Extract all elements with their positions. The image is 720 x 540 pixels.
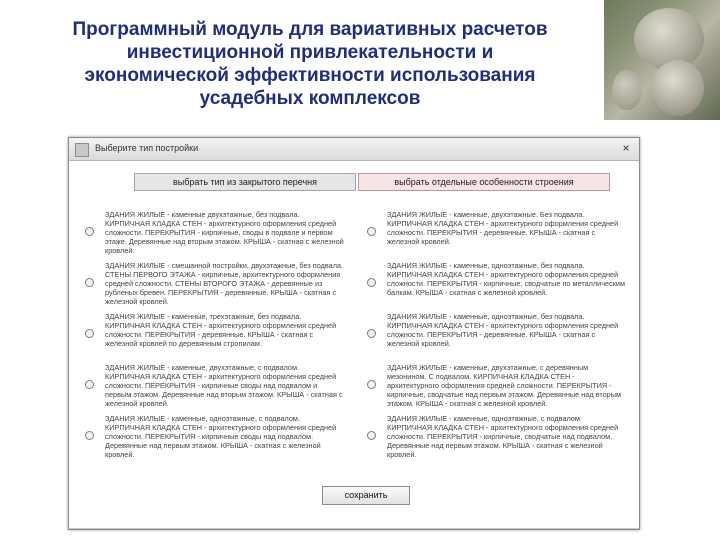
option-text: ЗДАНИЯ ЖИЛЫЕ - каменные, одноэтажные, с подвалом. КИРПИЧНАЯ КЛАДКА СТЕН - архитектурного оформления средней сложности. ПЕРЕКРЫТИЯ - кирпичные, сводчатые над подвалом. Деревянные над первым этажом. КРЫША - скатная с железной кровлей.: [387, 414, 619, 459]
radio-button[interactable]: [85, 329, 94, 338]
slide-title-line: инвестиционной привлекательности и: [126, 42, 494, 63]
slide-title-line: Программный модуль для вариативных расчетов: [72, 19, 548, 40]
slide-title: [30, 18, 590, 110]
close-button[interactable]: ×: [622, 141, 630, 155]
option-text: ЗДАНИЯ ЖИЛЫЕ - каменные, одноэтажные, с подвалом. КИРПИЧНАЯ КЛАДКА СТЕН - архитектурного оформления средней сложности. ПЕРЕКРЫТИЯ - кирпичные своды над подвалом. Деревянные над первым этажом. КРЫША - скатная с железной кровлей.: [105, 414, 337, 459]
dialog-titlebar: [69, 138, 639, 161]
building-option[interactable]: [365, 363, 627, 409]
building-option[interactable]: [365, 312, 627, 358]
photo-detail: [652, 60, 704, 116]
photo-detail: [612, 70, 642, 110]
radio-button[interactable]: [85, 380, 94, 389]
radio-button[interactable]: [85, 278, 94, 287]
building-option[interactable]: [83, 414, 345, 460]
building-option[interactable]: [83, 261, 345, 307]
options-right-column: [365, 210, 627, 465]
options-left-column: [83, 210, 345, 465]
radio-button[interactable]: [367, 329, 376, 338]
tab-closed-list[interactable]: выбрать тип из закрытого перечня: [134, 173, 356, 191]
save-button[interactable]: сохранить: [322, 486, 410, 505]
radio-button[interactable]: [367, 227, 376, 236]
option-text: ЗДАНИЯ ЖИЛЫЕ - каменные, трехэтажные, без подвала. КИРПИЧНАЯ КЛАДКА СТЕН - архитектурного оформления средней сложности. ПЕРЕКРЫТИЯ - деревянные. КРЫША - скатная с железной кровлей по деревянным стропилам.: [105, 312, 337, 348]
option-text: ЗДАНИЯ ЖИЛЫЕ - смешанной постройки, двухэтажные, без подвала. СТЕНЫ ПЕРВОГО ЭТАЖА - кирпичные, архитектурного оформления средней сложности. СТЕНЫ ВТОРОГО ЭТАЖА - деревянные из рубленых бревен. ПЕРЕКРЫТИЯ - деревянные. КРЫША - скатная с железной кровлей.: [105, 261, 344, 306]
building-option[interactable]: [83, 363, 345, 409]
app-icon: [75, 143, 89, 157]
option-text: ЗДАНИЯ ЖИЛЫЕ - каменные, двухэтажные, с деревянным мезонином. С подвалом. КИРПИЧНАЯ КЛАДКА СТЕН - архитектурного оформления средней сложности. ПЕРЕКРЫТИЯ - кирпичные, сводчатые над первым этажом. Деревянные над вторым этажом. КРЫША - скатная с железной кровлей.: [387, 363, 621, 408]
radio-button[interactable]: [85, 431, 94, 440]
building-option[interactable]: [365, 261, 627, 307]
divider: [69, 528, 639, 529]
estate-photo: [604, 0, 720, 120]
slide-title-line: экономической эффективности использования: [84, 65, 536, 86]
radio-button[interactable]: [367, 431, 376, 440]
type-selection-dialog: [68, 137, 640, 530]
building-option[interactable]: [83, 210, 345, 256]
option-text: ЗДАНИЯ ЖИЛЫЕ - каменные двухэтажные, без подвала. КИРПИЧНАЯ КЛАДКА СТЕН - архитектурного оформления средней сложности. ПЕРЕКРЫТИЯ - кирпичные, своды в подвале и первом этаже. Деревянные над вторым этажом. КРЫША - скатная с железной кровлей.: [105, 210, 344, 255]
dialog-title: Выберите тип постройки: [95, 143, 199, 153]
building-option[interactable]: [83, 312, 345, 358]
slide-title-line: усадебных комплексов: [199, 88, 421, 109]
radio-button[interactable]: [85, 227, 94, 236]
building-option[interactable]: [365, 210, 627, 256]
option-text: ЗДАНИЯ ЖИЛЫЕ - каменные, одноэтажные, без подвала. КИРПИЧНАЯ КЛАДКА СТЕН - архитектурного оформления средней сложности. ПЕРЕКРЫТИЯ - деревянные. КРЫША - скатная с железной кровлей.: [387, 312, 619, 348]
building-option[interactable]: [365, 414, 627, 460]
radio-button[interactable]: [367, 380, 376, 389]
radio-button[interactable]: [367, 278, 376, 287]
option-text: ЗДАНИЯ ЖИЛЫЕ - каменные, двухэтажные, с подвалом. КИРПИЧНАЯ КЛАДКА СТЕН - архитектурного оформления средней сложности. ПЕРЕКРЫТИЯ - кирпичные своды над подвалом и первым этажом. Деревянные над вторым этажом. КРЫША - скатная с железной кровлей.: [105, 363, 343, 408]
option-text: ЗДАНИЯ ЖИЛЫЕ - каменные, одноэтажные, без подвала. КИРПИЧНАЯ КЛАДКА СТЕН - архитектурного оформления средней сложности. ПЕРЕКРЫТИЯ - кирпичные, сводчатые по металлическим балкам. КРЫША - скатная с железной кровлей.: [387, 261, 626, 297]
tab-features[interactable]: выбрать отдельные особенности строения: [358, 173, 610, 191]
option-text: ЗДАНИЯ ЖИЛЫЕ - каменные, двухэтажные. Без подвала. КИРПИЧНАЯ КЛАДКА СТЕН - архитектурного оформления средней сложности. ПЕРЕКРЫТИЯ - деревянные. КРЫША - скатная с железной кровлей.: [387, 210, 619, 246]
